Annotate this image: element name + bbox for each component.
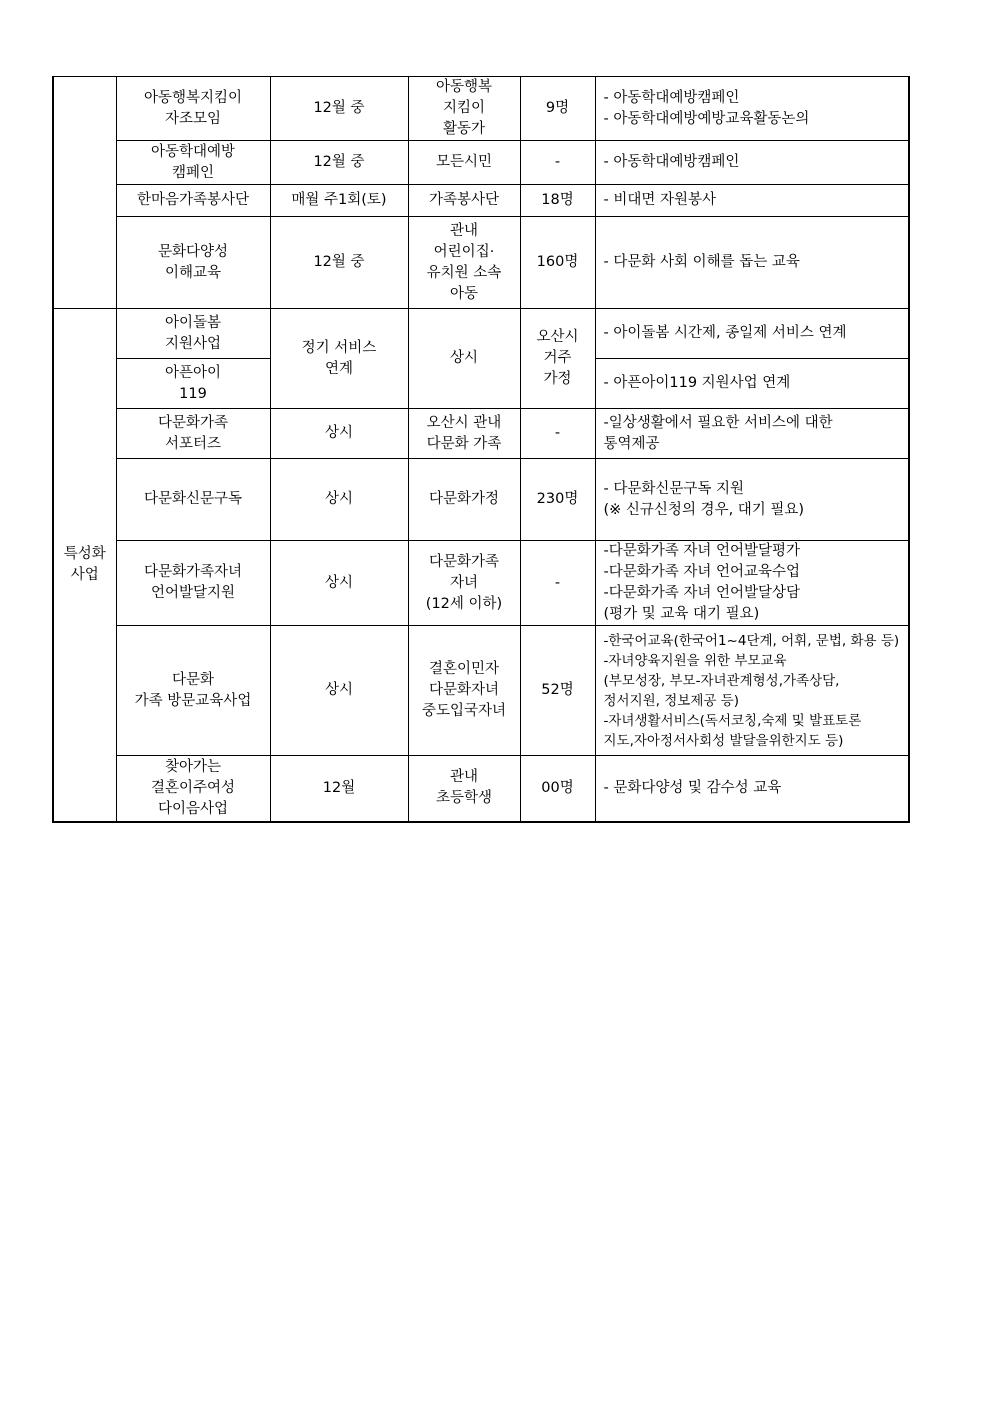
content-cell: - 비대면 자원봉사 — [595, 185, 909, 217]
count-cell: - — [520, 409, 595, 459]
period-cell: 매월 주1회(토) — [270, 185, 408, 217]
table-row — [53, 459, 909, 541]
period-cell: 정기 서비스 연계 — [270, 309, 408, 409]
program-cell: 다문화가족자녀 언어발달지원 — [116, 541, 270, 626]
count-cell: 오산시 거주 가정 — [520, 309, 595, 409]
count-cell: 18명 — [520, 185, 595, 217]
period-cell: 12월 — [270, 756, 408, 822]
target-cell: 관내 초등학생 — [408, 756, 520, 822]
table-row — [53, 626, 909, 756]
program-cell: 문화다양성 이해교육 — [116, 217, 270, 309]
period-cell: 상시 — [270, 541, 408, 626]
target-cell: 다문화가정 — [408, 459, 520, 541]
target-cell: 결혼이민자 다문화자녀 중도입국자녀 — [408, 626, 520, 756]
content-cell: -다문화가족 자녀 언어발달평가 -다문화가족 자녀 언어교육수업 -다문화가족 자녀 언어발달상담 (평가 및 교육 대기 필요) — [595, 541, 909, 626]
content-cell: - 아픈아이119 지원사업 연계 — [595, 359, 909, 409]
target-cell: 아동행복 지킴이 활동가 — [408, 77, 520, 141]
program-table — [52, 76, 910, 823]
target-cell: 가족봉사단 — [408, 185, 520, 217]
count-cell: - — [520, 141, 595, 185]
target-cell: 상시 — [408, 309, 520, 409]
content-cell: - 다문화 사회 이해를 돕는 교육 — [595, 217, 909, 309]
program-cell: 아픈아이 119 — [116, 359, 270, 409]
content-cell: - 다문화신문구독 지원 (※ 신규신청의 경우, 대기 필요) — [595, 459, 909, 541]
target-cell: 오산시 관내 다문화 가족 — [408, 409, 520, 459]
program-cell: 아이돌봄 지원사업 — [116, 309, 270, 359]
content-cell: -일상생활에서 필요한 서비스에 대한 통역제공 — [595, 409, 909, 459]
program-cell: 찾아가는 결혼이주여성 다이음사업 — [116, 756, 270, 822]
count-cell: 160명 — [520, 217, 595, 309]
count-cell: - — [520, 541, 595, 626]
category-cell-empty — [53, 77, 116, 309]
content-cell: - 문화다양성 및 감수성 교육 — [595, 756, 909, 822]
period-cell: 12월 중 — [270, 77, 408, 141]
period-cell: 상시 — [270, 459, 408, 541]
target-cell: 관내 어린이집· 유치원 소속 아동 — [408, 217, 520, 309]
count-cell: 52명 — [520, 626, 595, 756]
program-cell: 한마음가족봉사단 — [116, 185, 270, 217]
table-row — [53, 756, 909, 822]
table-row — [53, 217, 909, 309]
count-cell: 00명 — [520, 756, 595, 822]
table-row — [53, 185, 909, 217]
period-cell: 12월 중 — [270, 141, 408, 185]
count-cell: 230명 — [520, 459, 595, 541]
table-row — [53, 309, 909, 359]
category-cell: 특성화 사업 — [53, 309, 116, 822]
period-cell: 상시 — [270, 626, 408, 756]
content-cell: - 아동학대예방캠페인 — [595, 141, 909, 185]
program-cell: 아동행복지킴이 자조모임 — [116, 77, 270, 141]
period-cell: 12월 중 — [270, 217, 408, 309]
period-cell: 상시 — [270, 409, 408, 459]
program-cell: 다문화가족 서포터즈 — [116, 409, 270, 459]
table-row — [53, 77, 909, 141]
program-cell: 아동학대예방 캠페인 — [116, 141, 270, 185]
content-cell: - 아이돌봄 시간제, 종일제 서비스 연계 — [595, 309, 909, 359]
program-cell: 다문화 가족 방문교육사업 — [116, 626, 270, 756]
content-cell: -한국어교육(한국어1~4단계, 어휘, 문법, 화용 등) -자녀양육지원을 위한 부모교육 (부모성장, 부모-자녀관계형성,가족상담, 정서지원, 정보제공 등) -자녀생활서비스(독서코칭,숙제 및 발표토론 지도,자아정서사회성 발달을위한지도 등) — [595, 626, 909, 756]
content-cell: - 아동학대예방캠페인 - 아동학대예방예방교육활동논의 — [595, 77, 909, 141]
target-cell: 모든시민 — [408, 141, 520, 185]
program-cell: 다문화신문구독 — [116, 459, 270, 541]
table-row — [53, 141, 909, 185]
count-cell: 9명 — [520, 77, 595, 141]
target-cell: 다문화가족 자녀 (12세 이하) — [408, 541, 520, 626]
table-row — [53, 409, 909, 459]
table-row — [53, 541, 909, 626]
